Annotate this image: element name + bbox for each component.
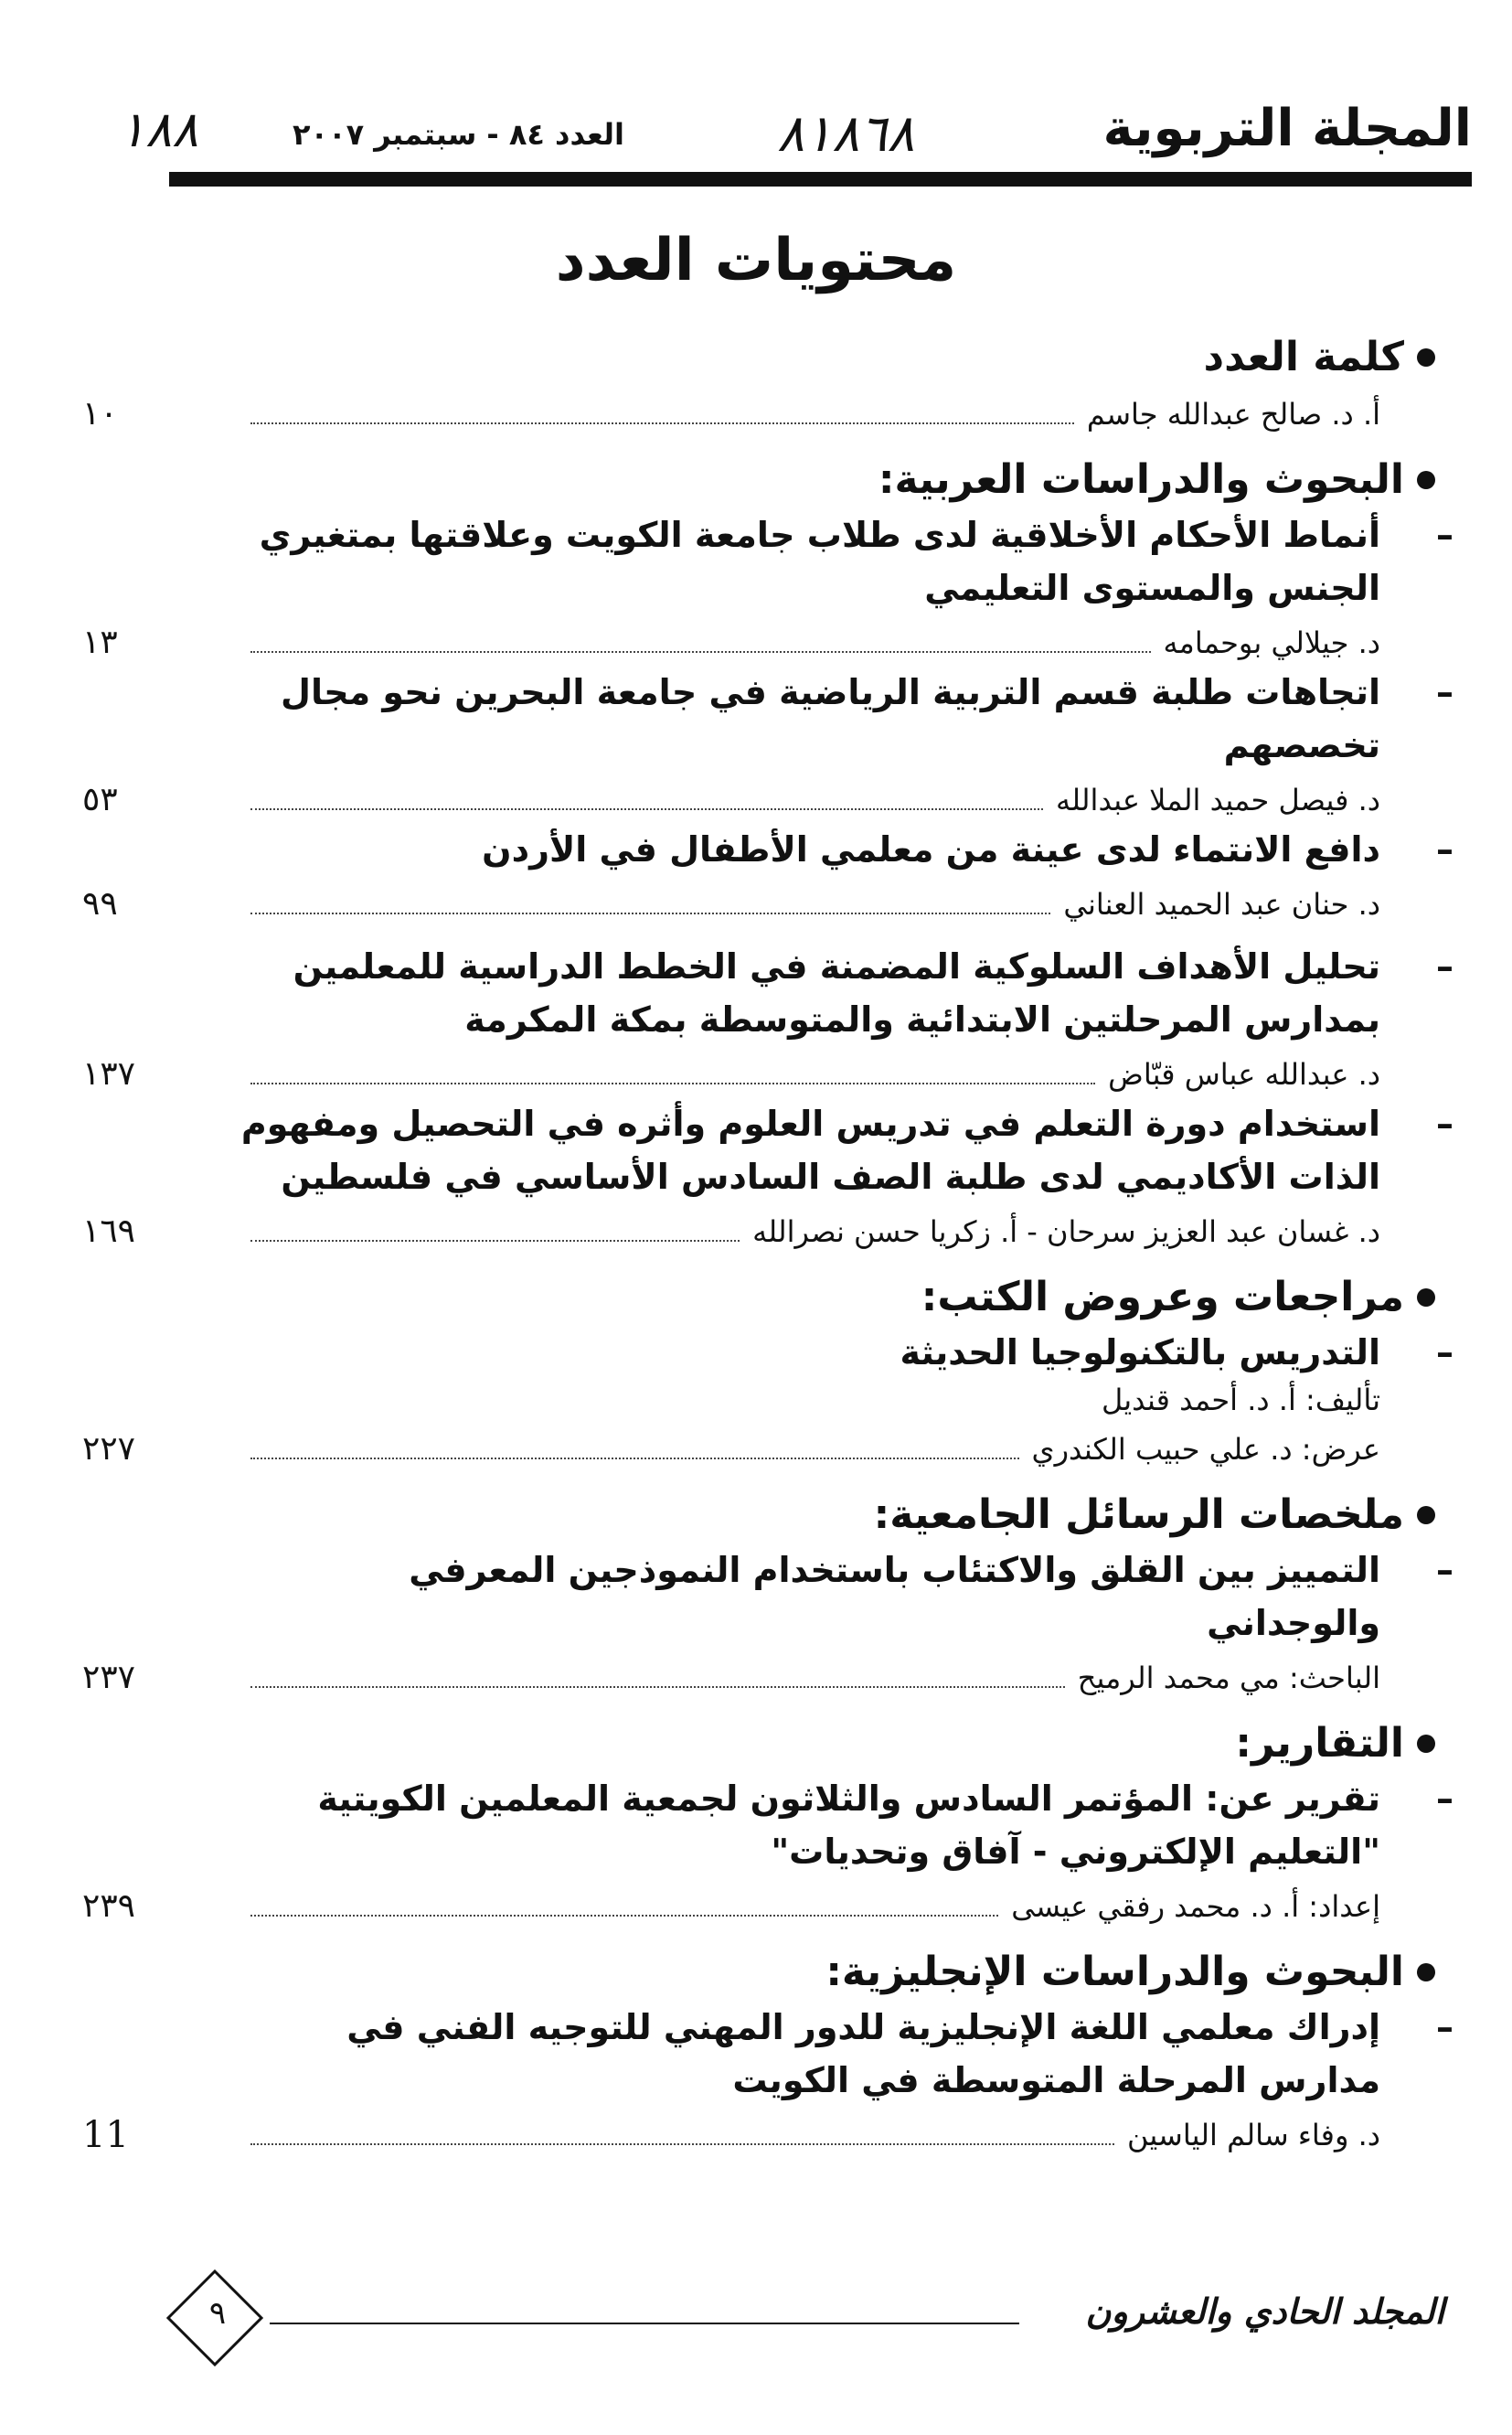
entry-page-number: ١٠ [82, 395, 118, 433]
entry-title-text: تحليل الأهداف السلوكية المضمنة في الخطط الدراسية للمعلمين بمدارس المرحلتين الابتدائية والمتوسطة بمكة المكرمة [293, 946, 1380, 1040]
dot-leader [250, 422, 1074, 424]
dash-icon: – [1436, 1332, 1453, 1372]
entry-title[interactable] [229, 1543, 1453, 1650]
issue-info: العدد ٨٤ - سبتمبر ٢٠٠٧ [293, 117, 624, 152]
dot-leader [250, 1914, 998, 1917]
entry-author: د. فيصل حميد الملا عبدالله [1056, 783, 1380, 817]
page-header [119, 91, 1472, 192]
entry-title[interactable] [229, 2001, 1453, 2107]
section-heading [229, 452, 1435, 508]
toc-section-english-research [82, 1944, 1453, 2158]
toc-entry[interactable] [82, 386, 1435, 437]
dot-leader [250, 2142, 1114, 2145]
entry-author: عرض: د. علي حبيب الكندري [1031, 1432, 1380, 1467]
dot-leader [250, 1239, 740, 1242]
dash-icon: – [1436, 1104, 1453, 1144]
section-heading-text: كلمة العدد [1203, 334, 1404, 380]
entry-title[interactable] [229, 1097, 1453, 1203]
entry-title[interactable] [229, 940, 1453, 1046]
entry-page-number: ٩٩ [82, 885, 118, 923]
entry-author: الباحث: مي محمد الرميح [1077, 1661, 1380, 1695]
entry-title-text: دافع الانتماء لدى عينة من معلمي الأطفال في الأردن [482, 829, 1380, 870]
section-heading [229, 1269, 1435, 1326]
toc-section-editorial [82, 329, 1435, 437]
entry-author: د. وفاء سالم الياسين [1127, 2118, 1380, 2152]
bullet-icon [1417, 1735, 1435, 1753]
dot-leader [250, 1457, 1019, 1459]
section-heading [229, 1487, 1435, 1543]
entry-page-number: ١٣ [82, 624, 118, 661]
entry-title[interactable] [229, 1772, 1453, 1878]
bullet-icon [1417, 471, 1435, 489]
toc-entry[interactable] [82, 2107, 1435, 2158]
header-rule [169, 172, 1472, 187]
toc-entry[interactable] [82, 1650, 1435, 1701]
section-heading [229, 329, 1435, 386]
handwritten-page-note: ١٨٨ [119, 101, 199, 158]
entry-title[interactable] [229, 666, 1453, 772]
page-footer [155, 2259, 1453, 2368]
dot-leader [250, 807, 1043, 810]
section-heading-text: البحوث والدراسات الإنجليزية: [825, 1949, 1404, 1995]
toc-entry[interactable] [82, 1878, 1435, 1929]
entry-page-number: ٢٢٧ [82, 1430, 136, 1468]
entry-page-number: ١٦٩ [82, 1212, 136, 1250]
footer-page-number: ٩ [208, 2295, 227, 2332]
dash-icon: – [1436, 672, 1453, 712]
footer-rule [270, 2323, 1019, 2324]
dash-icon: – [1436, 946, 1453, 987]
section-heading-text: مراجعات وعروض الكتب: [921, 1274, 1404, 1320]
entry-title[interactable] [229, 1326, 1453, 1379]
page-title: محتويات العدد [555, 227, 957, 294]
entry-page-number: 11 [82, 2114, 129, 2156]
toc-entry[interactable] [82, 1046, 1435, 1097]
dash-icon: – [1436, 1550, 1453, 1590]
toc-section-reports [82, 1715, 1453, 1929]
section-heading-text: ملخصات الرسائل الجامعية: [873, 1491, 1404, 1538]
section-heading-text: التقارير: [1235, 1720, 1404, 1767]
entry-author: د. عبدالله عباس قبّاض [1108, 1057, 1380, 1092]
footer-volume: المجلد الحادي والعشرون [1085, 2291, 1444, 2332]
dash-icon: – [1436, 829, 1453, 870]
entry-page-number: ٥٣ [82, 781, 118, 818]
entry-page-number: ٢٣٩ [82, 1887, 136, 1925]
entry-author: د. حنان عبد الحميد العناني [1063, 887, 1380, 922]
bullet-icon [1417, 1288, 1435, 1307]
bullet-icon [1417, 1506, 1435, 1524]
entry-title-text: استخدام دورة التعلم في تدريس العلوم وأثره في التحصيل ومفهوم الذات الأكاديمي لدى طلبة الصف السادس الأساسي في فلسطين [240, 1104, 1380, 1197]
entry-title-text: التدريس بالتكنولوجيا الحديثة [900, 1332, 1380, 1372]
toc-entry[interactable] [82, 1203, 1435, 1255]
handwritten-catalog-note: ٨١٨٦٨ [777, 104, 915, 164]
toc-section-arabic-research [82, 452, 1453, 1255]
entry-title-text: إدراك معلمي اللغة الإنجليزية للدور المهني للتوجيه الفني في مدارس المرحلة المتوسطة في الكويت [346, 2007, 1380, 2100]
entry-title[interactable] [229, 823, 1453, 876]
entry-page-number: ١٣٧ [82, 1055, 136, 1093]
entry-page-number: ٢٣٧ [82, 1659, 136, 1696]
table-of-contents [82, 329, 1453, 2173]
toc-section-book-reviews [82, 1269, 1453, 1472]
toc-entry[interactable] [82, 1421, 1435, 1472]
toc-entry[interactable] [82, 772, 1435, 823]
section-heading-text: البحوث والدراسات العربية: [878, 456, 1404, 503]
section-heading [229, 1715, 1435, 1772]
entry-author: إعداد: أ. د. محمد رفقي عيسى [1011, 1889, 1380, 1924]
dash-icon: – [1436, 2007, 1453, 2047]
toc-section-thesis-abstracts [82, 1487, 1453, 1701]
dot-leader [250, 912, 1050, 914]
dash-icon: – [1436, 1778, 1453, 1819]
entry-title[interactable] [229, 508, 1453, 614]
toc-entry[interactable] [82, 614, 1435, 666]
entry-author: د. غسان عبد العزيز سرحان - أ. زكريا حسن نصرالله [752, 1214, 1380, 1249]
entry-book-author: تأليف: أ. د. أحمد قنديل [1102, 1383, 1380, 1417]
entry-author: د. جيلالي بوحمامه [1163, 625, 1380, 660]
entry-title-text: التمييز بين القلق والاكتئاب باستخدام النموذجين المعرفي والوجداني [409, 1550, 1380, 1643]
dash-icon: – [1436, 515, 1453, 555]
dot-leader [250, 650, 1151, 653]
bullet-icon [1417, 1963, 1435, 1981]
dot-leader [250, 1082, 1095, 1084]
section-heading [229, 1944, 1435, 2001]
journal-name: المجلة التربوية [1102, 99, 1472, 158]
entry-title-text: اتجاهات طلبة قسم التربية الرياضية في جامعة البحرين نحو مجال تخصصهم [281, 672, 1380, 765]
dot-leader [250, 1685, 1065, 1688]
entry-author: أ. د. صالح عبدالله جاسم [1086, 397, 1380, 432]
bullet-icon [1417, 348, 1435, 367]
entry-title-text: أنماط الأحكام الأخلاقية لدى طلاب جامعة الكويت وعلاقتها بمتغيري الجنس والمستوى التعليمي [259, 515, 1380, 608]
entry-title-text: تقرير عن: المؤتمر السادس والثلاثون لجمعية المعلمين الكويتية "التعليم الإلكتروني - آفاق وتحديات" [317, 1778, 1380, 1872]
toc-entry[interactable] [82, 876, 1435, 927]
